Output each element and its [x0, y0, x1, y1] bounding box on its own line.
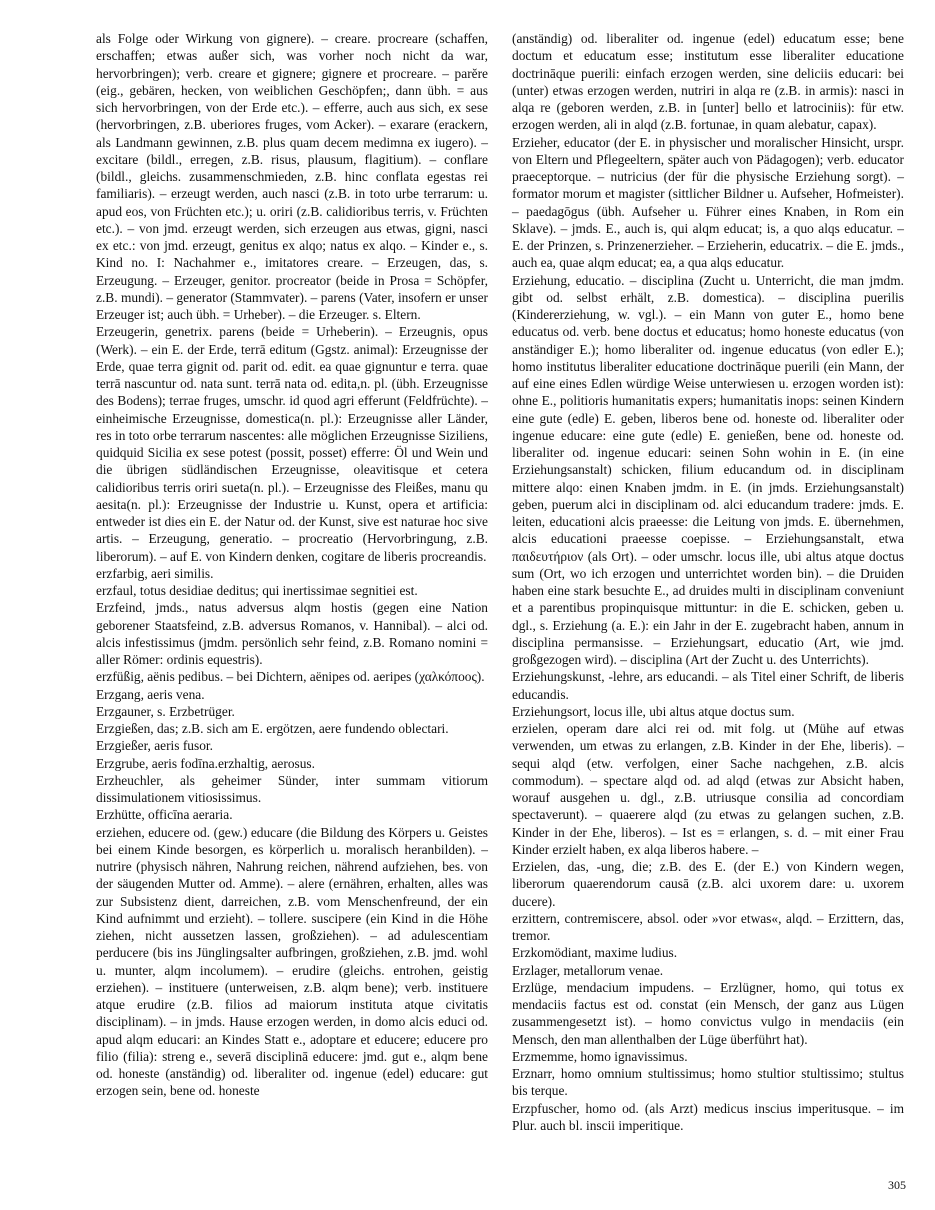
entry-paragraph: Erzeugerin, genetrix. parens (beide = Urheberin). – Erzeugnis, opus (Werk). – ein E. der Erde, terrā editum (Ggstz. animal): Erzeugnisse der Erde, quae terra gignit od. parit od. edit. ea quae gignuntur e terra. quae terrā nascuntur od. nata sunt. terrā nata od. edita,n. pl. (übh. Erzeugnisse des Bodens); terrae fruges, umschr. id quod agri efferunt (Feldfrüchte). – einheimische Erzeugnisse, domestica(n. pl.): Erzeugnisse aller Länder, res in toto orbe terrarum nascentes: alle möglichen Erzeugnisse Siziliens, quidquid Sicilia ex sese potest (possit, posset) efferre: Öl und Wein und die übrigen südländischen Erzeugnisse, oleavitisque et cetera calidioribus terris oriri sueta(n. pl.). – Erzeugnisse des Fleißes, manu qu aesita(n. pl.): Erzeugnisse der Industrie u. Kunst, opera et artificia: entweder ist dies ein E. der Natur od. der Kunst, sive est naturae hoc sive artis. – Erzeugung, generatio. – procreatio (Hervorbringung, z.B. liberorum). – auf E. von Kindern denken, cogitare de liberis procreandis.: [96, 324, 488, 564]
entry-paragraph: erzfarbig, aeri similis.: [96, 565, 214, 581]
entry-paragraph: Erzgießen, das; z.B. sich am E. ergötzen, aere fundendo oblectari.: [96, 721, 449, 736]
entry-paragraph: Erzgrube, aeris fodīna.erzhaltig, aerosus.: [96, 755, 315, 771]
entry-paragraph: als Folge oder Wirkung von gignere). – creare. procreare (schaffen, erschaffen; etwas außer sich, was vorher noch nicht da war, hervorbringen); verb. creare et gignere; gignere et procreare. – parĕre (eig., gebären, hecken, von weiblichen Geschöpfen;, dann übh. = aus sich hervorbringen, von der Erde etc.). – efferre, auch aus sich, ex sese (hervorbringen, z.B. uberiores fruges, vom Acker). – exarare (erackern, als Landmann gewinnen, z.B. plus quam decem medimna ex iugero). – excitare (bildl., erregen, z.B. risus, plausum, flagitium). – conflare (bildl., gleichs. zusammenschmieden, z.B. hinc conflata egestas rei familiaris). – erzeugt werden, auch nasci (z.B. in toto urbe terrarum: u. apud eos, von Früchten etc.); u. oriri (z.B. calidioribus terris, v. Früchten etc.). – von jmd. erzeugt werden, sich erzeugen aus etwas, gigni, nasci ex etc.: von jmd. erzeugt, genitus ex alqo; natus ex alqo. – Kinder e., s. Kind no. I: Nachahmer e., imitatores creare. – Erzeugen, das, s. Erzeugung. – Erzeuger, genitor. procreator (beide in Prosa = Schöpfer, z.B. mundi). – generator (Stammvater). – parens (Vater, insofern er unser Erzeuger ist; auch übh. = Urheber). – die Erzeuger. s. Eltern.: [96, 31, 488, 322]
entry-paragraph: Erziehungskunst, -lehre, ars educandi. – als Titel einer Schrift, de liberis educandis.: [512, 669, 904, 702]
left-column: [96, 30, 488, 1100]
entry-paragraph: Erziehung, educatio. – disciplina (Zucht u. Unterricht, die man jmdm. gibt od. selbst erhält, z.B. domestica). – disciplina puerilis (Kindererziehung, w. vgl.). – ein Mann von guter E., homo bene educatus od. verb. bene doctus et educatus; homo honeste educatus (von anständiger E.); homo liberaliter od. ingenue educatus (von edler E.); homo institutus liberaliter educatione doctrināque puerili (ein Mann, der auf eine eines Edlen würdige Weise unterwiesen u. erzogen worden ist): ohne E., politioris humanitatis expers; humanitatis inops: seinen Kindern eine gute (edle) E. geben, liberos bene od. honeste od. liberaliter oder ingenue educare: eine gute (edle) E. genießen, bene od. honeste od. liberaliter od. ingenue educari: seinen Sohn wohin in E. (in eine Erziehungsanstalt) schicken, filium educandum od. in disciplinam mittere alqo: einen Knaben jmdm. in E. (in jmds. Erziehungsanstalt) geben, puerum alci in disciplinam od. alci educandum tradere: jmds. E. leiten, educationi alcis praeesse: die Leitung von jmds. E. übernehmen, alcis educationi praeesse coepisse. – Erziehungsanstalt, etwa παιδευτήριον (als Ort). – oder umschr. locus ille, ubi altus atque doctus sum (Ort, wo ich erzogen und unterrichtet worden bin). – die Druiden haben eine stark besuchte E., ad druides multi in disciplinam conveniunt et a parentibus propinquisque mittuntur: in die E. schicken, geben u. dgl., s. Erziehung (a. E.): ein Jahr in der E. zugebracht haben, annum in disciplina permansisse. – Erziehungsart, educatio (Art, wie jmd. großgezogen wird). – disciplina (Art der Zucht u. des Unterrichts).: [512, 272, 904, 667]
entry-paragraph: erzielen, operam dare alci rei od. mit folg. ut (Mühe auf etwas verwenden, um etwas zu erlangen, z.B. Kinder in der Ehe, liberis). – sequi alqd (etw. verfolgen, einer Sache nachgehen, z.B. alcis commodum). – spectare alqd od. ad alqd (etwas zur Absicht haben, worauf ausgehen u. dgl., z.B. utriusque consilia ad concordiam spectaverunt). – quaerere alqd (zu etwas zu gelangen suchen, z.B. Kinder in der Ehe, liberos). – Ist es = erlangen, s. d. – mit einer Frau Kinder erzielt haben, ex alqa liberos habere. –: [512, 721, 904, 857]
entry-paragraph: Erzheuchler, als geheimer Sünder, inter summam vitiorum dissimulationem vitiosissimus.: [96, 772, 488, 805]
entry-paragraph: Erzpfuscher, homo od. (als Arzt) medicus inscius imperitusque. – im Plur. auch bl. inscii imperitique.: [512, 1100, 904, 1133]
right-column: [512, 30, 904, 1134]
entry-paragraph: erziehen, educere od. (gew.) educare (die Bildung des Körpers u. Geistes bei einem Kinde besorgen, es körperlich u. moralisch heranbilden). – nutrire (physisch nähren, Nahrung reichen, nährend aufziehen, bes. von der säugenden Mutter od. Amme). – alere (ernähren, erhalten, alles was zur Subsistenz dient, darreichen, z.B. vom Menschenfreund, der ein Kind aufnimmt und erzieht). – tollere. suscipere (ein Kind in die Höhe ziehen, nicht aussetzen lassen, großziehen). – ad adulescentiam perducere (bis ins Jünglingsalter aufbringen, großziehen, z.B. jmd. wohl u. munter, alqm incolumem). – erudire (gleichs. entrohen, geistig erziehen). – instituere (unterweisen, z.B. alqm bene); verb. instituere atque erudire (z.B. filios ad maiorum instituta atque civitatis disciplinam). – in jmds. Hause erzogen werden, in domo alcis educi od. apud alqm educari: an Kindes Statt e., adoptare et educere; educere pro filio (filia): streng e., severā disciplinā educere: jmd. gut e., alqm bene od. honeste (anständig) od. liberaliter od. ingenue (edel) educare: gut erzogen sein, bene od. honeste: [96, 824, 488, 1099]
entry-paragraph: Erzieher, educator (der E. in physischer und moralischer Hinsicht, urspr. von Eltern und Pflegeeltern, später auch von Pädagogen); verb. educator praeceptorque. – nutricius (der für die physische Erziehung sorgt). – formator morum et magister (sittlicher Bildner u. Aufseher, Hofmeister). – paedagōgus (übh. Aufseher u. Führer eines Knaben, in Rom ein Sklave). – jmds. E., auch is, qui alqm educat; is, a quo alqs educatur. – E. der Prinzen, s. Prinzenerzieher. – Erzieherin, educatrix. – die E. jmds., auch ea, quae alqm educat; ea, a qua alqs educatur.: [512, 134, 904, 271]
entry-paragraph: erzittern, contremiscere, absol. oder »vor etwas«, alqd. – Erzittern, das, tremor.: [512, 910, 904, 943]
page-number: 305: [888, 1178, 906, 1192]
entry-paragraph: Erzlager, metallorum venae.: [512, 962, 664, 978]
entry-paragraph: Erzgießer, aeris fusor.: [96, 738, 213, 754]
entry-paragraph: Erzkomödiant, maxime ludius.: [512, 945, 678, 961]
entry-paragraph: erzfaul, totus desidiae deditus; qui inertissimae segnitiei est.: [96, 583, 418, 598]
entry-paragraph: Erzielen, das, -ung, die; z.B. des E. (der E.) von Kindern wegen, liberorum quaerendorum causā (z.B. alci uxorem dare: u. uxorem ducere).: [512, 859, 904, 909]
entry-paragraph: Erznarr, homo omnium stultissimus; homo stultior stultissimo; stultus bis terque.: [512, 1066, 904, 1099]
entry-paragraph: Erzmemme, homo ignavissimus.: [512, 1048, 688, 1064]
entry-paragraph: Erzfeind, jmds., natus adversus alqm hostis (gegen eine Nation geborener Staatsfeind, z.B. adversus Romanos, v. Hannibal). – alci od. alcis infestissimus (jmdm. persönlich sehr feind, z.B. Romano nomini = aller Römer: ordinis equestris).: [96, 600, 488, 667]
entry-paragraph: (anständig) od. liberaliter od. ingenue (edel) educatum esse; bene doctum et educatum esse; institutum esse liberaliter educatione doctrināque puerili: einfach erzogen werden, sine deliciis educari: bei (unter) etwas erzogen werden, nutriri in alqa re (z.B. in armis): nasci in alqa re (geboren werden, z.B. in [unter] bello et latrociniis): für etw. erzogen werden, ali in alqd (z.B. fortunae, in quam alebatur, capax).: [512, 31, 904, 133]
entry-paragraph: Erzgauner, s. Erzbetrüger.: [96, 703, 235, 719]
entry-paragraph: Erzgang, aeris vena.: [96, 686, 205, 702]
entry-paragraph: erzfüßig, aënis pedibus. – bei Dichtern, aënipes od. aeripes (χαλκόποος).: [96, 669, 485, 685]
entry-paragraph: Erzlüge, mendacium impudens. – Erzlügner, homo, qui totus ex mendaciis factus est od. constat (ein Mensch, der ganz aus Lügen zusammengesetzt ist). – homo convictus vulgo in mendaciis (ein Mensch, den man allenthalben der Lüge überführt hat).: [512, 979, 904, 1047]
entry-paragraph: Erzhütte, officīna aeraria.: [96, 807, 233, 823]
entry-paragraph: Erziehungsort, locus ille, ubi altus atque doctus sum.: [512, 703, 795, 719]
